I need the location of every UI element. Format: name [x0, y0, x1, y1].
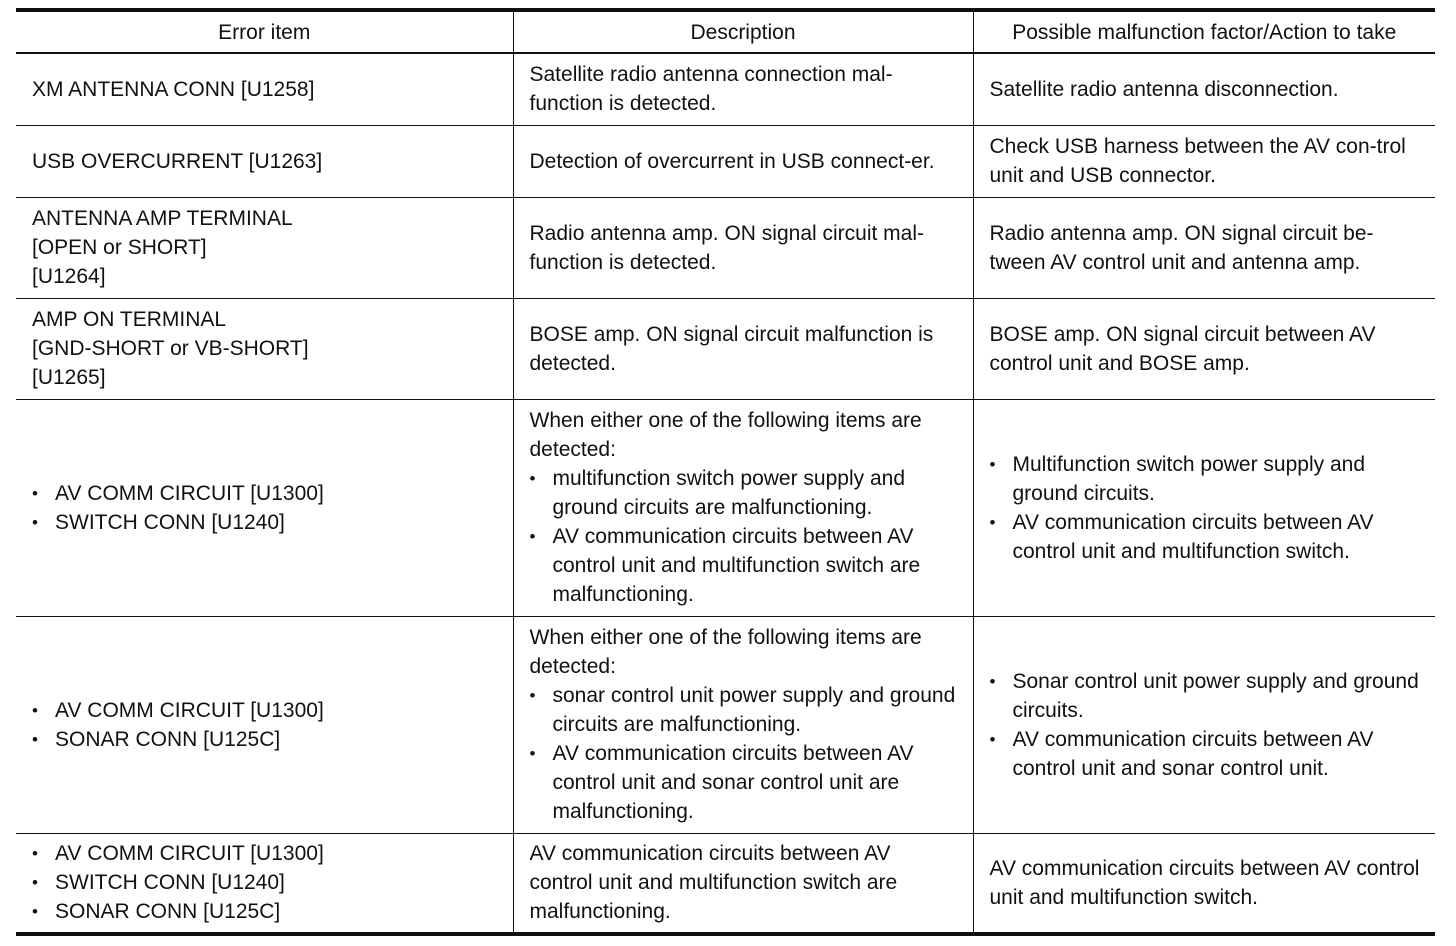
description-list: [530, 464, 959, 609]
list-item: • AV COMM CIRCUIT [U1300]: [32, 479, 499, 508]
action-cell: Check USB harness between the AV con-trol unit and USB connector.: [973, 125, 1435, 197]
action-list: [990, 667, 1422, 783]
table-row: [16, 399, 1435, 616]
action-list: [990, 450, 1422, 566]
description-list: [530, 681, 959, 826]
list-item: • AV communication circuits between AV control unit and sonar control unit.: [990, 725, 1422, 783]
action-cell: [973, 616, 1435, 833]
error-item-list: [32, 696, 499, 754]
error-item-line: [U1265]: [32, 366, 106, 389]
description-cell: BOSE amp. ON signal circuit malfunction is detected.: [513, 298, 973, 399]
description-cell: AV communication circuits between AV control unit and multifunction switch are malfunctioning.: [513, 833, 973, 934]
action-cell: Satellite radio antenna disconnection.: [973, 53, 1435, 125]
table-row: [16, 833, 1435, 934]
list-item: • AV COMM CIRCUIT [U1300]: [32, 839, 499, 868]
description-cell: Detection of overcurrent in USB connect-er.: [513, 125, 973, 197]
table-header-row: [16, 10, 1435, 53]
action-cell: [973, 399, 1435, 616]
action-cell: BOSE amp. ON signal circuit between AV control unit and BOSE amp.: [973, 298, 1435, 399]
error-item-line: [GND-SHORT or VB-SHORT]: [32, 337, 309, 360]
error-item-list: [32, 839, 499, 926]
description-intro: When either one of the following items are detected:: [529, 626, 922, 678]
table-row: [16, 53, 1435, 125]
table-row: [16, 197, 1435, 298]
header-error-item: Error item: [16, 10, 513, 53]
list-item: • AV communication circuits between AV control unit and sonar control unit are malfunctioning.: [530, 739, 959, 826]
error-item-cell: [16, 197, 513, 298]
list-item: • SWITCH CONN [U1240]: [32, 508, 499, 537]
action-cell: AV communication circuits between AV control unit and multifunction switch.: [973, 833, 1435, 934]
description-cell: [513, 399, 973, 616]
list-item: • SWITCH CONN [U1240]: [32, 868, 499, 897]
error-item-cell: [16, 833, 513, 934]
list-item: • AV COMM CIRCUIT [U1300]: [32, 696, 499, 725]
action-cell: Radio antenna amp. ON signal circuit be-tween AV control unit and antenna amp.: [973, 197, 1435, 298]
header-action: Possible malfunction factor/Action to take: [973, 10, 1435, 53]
header-description: Description: [513, 10, 973, 53]
description-cell: Radio antenna amp. ON signal circuit mal-function is detected.: [513, 197, 973, 298]
list-item: • SONAR CONN [U125C]: [32, 897, 499, 926]
error-item-line: AMP ON TERMINAL: [32, 308, 227, 331]
description-intro: When either one of the following items are detected:: [529, 409, 922, 461]
table-row: [16, 125, 1435, 197]
error-item-line: ANTENNA AMP TERMINAL: [32, 207, 293, 230]
error-item-cell: XM ANTENNA CONN [U1258]: [16, 53, 513, 125]
table-row: [16, 616, 1435, 833]
error-item-line: [U1264]: [32, 265, 106, 288]
list-item: • SONAR CONN [U125C]: [32, 725, 499, 754]
list-item: • Multifunction switch power supply and ground circuits.: [990, 450, 1422, 508]
error-code-table: [16, 8, 1435, 936]
list-item: • multifunction switch power supply and ground circuits are malfunctioning.: [530, 464, 959, 522]
description-cell: Satellite radio antenna connection mal-function is detected.: [513, 53, 973, 125]
list-item: • AV communication circuits between AV control unit and multifunction switch are malfunctioning.: [530, 522, 959, 609]
error-item-list: [32, 479, 499, 537]
error-item-line: [OPEN or SHORT]: [32, 236, 207, 259]
description-cell: [513, 616, 973, 833]
list-item: • sonar control unit power supply and ground circuits are malfunctioning.: [530, 681, 959, 739]
error-item-cell: [16, 616, 513, 833]
error-item-cell: USB OVERCURRENT [U1263]: [16, 125, 513, 197]
list-item: • Sonar control unit power supply and ground circuits.: [990, 667, 1422, 725]
error-item-cell: [16, 298, 513, 399]
table-row: [16, 298, 1435, 399]
list-item: • AV communication circuits between AV control unit and multifunction switch.: [990, 508, 1422, 566]
error-item-cell: [16, 399, 513, 616]
